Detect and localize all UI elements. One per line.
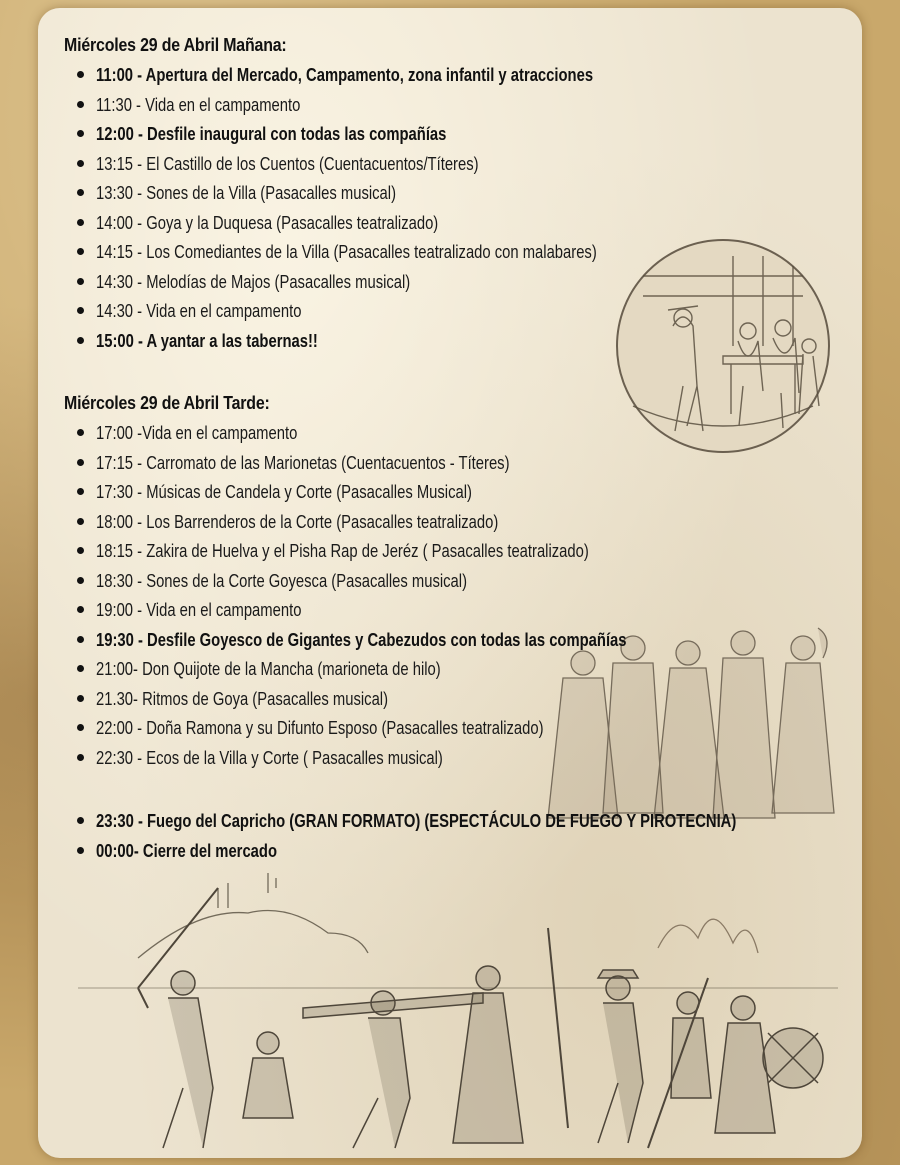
item-time: 21.30- (96, 687, 143, 709)
bullet-icon (77, 665, 84, 672)
bullet-icon (77, 307, 84, 314)
bullet-icon (77, 518, 84, 525)
list-item (38, 566, 759, 596)
afternoon-schedule-list (38, 418, 759, 772)
list-item (38, 90, 722, 120)
item-text: Vida en el campamento (146, 300, 302, 321)
item-time: 13:15 - (96, 152, 147, 174)
item-text: Vida en el campamento (145, 93, 301, 115)
bullet-icon (77, 219, 84, 226)
item-time: 12:00 - (96, 123, 148, 144)
bullet-icon (77, 636, 84, 643)
list-item (38, 595, 759, 625)
item-time: 19:00 - (96, 599, 147, 620)
list-item (38, 60, 722, 90)
list-item (38, 237, 722, 267)
item-time: 19:30 - (96, 628, 148, 650)
item-text: Vida en el campamento (142, 422, 298, 443)
item-text: Sones de la Villa (Pasacalles musical) (146, 182, 397, 203)
bullet-icon (77, 429, 84, 436)
item-text: Zakira de Huelva y el Pisha Rap de Jeréz ( Pasacalles teatralizado) (146, 540, 589, 561)
item-text: Carromato de las Marionetas (Cuentacuentos - Títeres) (146, 451, 510, 473)
item-time: 13:30 - (96, 182, 147, 203)
bullet-icon (77, 754, 84, 761)
item-time: 22:00 - (96, 717, 147, 738)
item-text: Desfile inaugural con todas las compañías (147, 123, 447, 144)
list-item (38, 507, 759, 537)
item-time: 17:30 - (96, 481, 147, 502)
item-text: Melodías de Majos (Pasacalles musical) (146, 270, 411, 292)
program-panel (38, 8, 862, 1158)
list-item (38, 536, 759, 566)
item-text: Cierre del mercado (142, 839, 277, 861)
list-item (38, 178, 722, 208)
night-schedule-list (38, 806, 862, 865)
morning-schedule-list (38, 60, 722, 355)
item-time: 14:30 - (96, 300, 147, 321)
item-time: 00:00- (96, 839, 143, 861)
list-item (38, 149, 722, 179)
bullet-icon (77, 695, 84, 702)
bullet-icon (77, 101, 84, 108)
list-item (38, 267, 722, 297)
bullet-icon (77, 189, 84, 196)
list-item (38, 743, 759, 773)
list-item (38, 806, 862, 836)
bullet-icon (77, 577, 84, 584)
item-text: Fuego del Capricho (GRAN FORMATO) (ESPECTÁCULO DE FUEGO Y PIROTECNIA) (147, 810, 737, 831)
item-time: 21:00- (96, 658, 143, 679)
bullet-icon (77, 248, 84, 255)
item-text: Ritmos de Goya (Pasacalles musical) (142, 687, 389, 709)
bullet-icon (77, 547, 84, 554)
item-time: 18:15 - (96, 540, 147, 561)
item-time: 18:30 - (96, 569, 147, 591)
item-text: Desfile Goyesco de Gigantes y Cabezudos con todas las compañías (147, 628, 627, 650)
item-text: Sones de la Corte Goyesca (Pasacalles musical) (146, 569, 468, 591)
bullet-icon (77, 606, 84, 613)
item-time: 22:30 - (96, 746, 147, 768)
item-text: Los Comediantes de la Villa (Pasacalles teatralizado con malabares) (146, 241, 597, 262)
list-item (38, 119, 722, 149)
bullet-icon (77, 724, 84, 731)
list-item (38, 477, 759, 507)
list-item (38, 625, 759, 655)
item-time: 17:00 - (96, 422, 143, 443)
item-time: 14:00 - (96, 211, 147, 233)
bullet-icon (77, 130, 84, 137)
bullet-icon (77, 488, 84, 495)
list-item (38, 654, 759, 684)
item-time: 23:30 - (96, 810, 148, 831)
item-text: Músicas de Candela y Corte (Pasacalles Musical) (146, 481, 472, 502)
item-time: 11:00 - (96, 64, 146, 85)
list-item (38, 326, 722, 356)
item-text: Los Barrenderos de la Corte (Pasacalles teatralizado) (146, 510, 499, 532)
afternoon-heading: Miércoles 29 de Abril Tarde: (64, 392, 270, 413)
bullet-icon (77, 71, 84, 78)
item-text: Don Quijote de la Mancha (marioneta de hilo) (142, 658, 441, 679)
bullet-icon (77, 278, 84, 285)
list-item (38, 208, 722, 238)
item-time: 14:30 - (96, 270, 147, 292)
bullet-icon (77, 160, 84, 167)
list-item (38, 418, 759, 448)
bullet-icon (77, 337, 84, 344)
bullet-icon (77, 817, 84, 824)
bullet-icon (77, 847, 84, 854)
list-item (38, 836, 862, 866)
item-text: Vida en el campamento (146, 599, 302, 620)
item-text: Apertura del Mercado, Campamento, zona infantil y atracciones (145, 64, 594, 85)
list-item (38, 684, 759, 714)
item-time: 17:15 - (96, 451, 147, 473)
item-time: 18:00 - (96, 510, 147, 532)
item-text: A yantar a las tabernas!! (146, 329, 318, 351)
engraving-battle-scene-icon (78, 868, 838, 1158)
item-text: Ecos de la Villa y Corte ( Pasacalles musical) (146, 746, 443, 768)
list-item (38, 448, 759, 478)
item-text: El Castillo de los Cuentos (Cuentacuentos/Títeres) (146, 152, 479, 174)
list-item (38, 296, 722, 326)
bullet-icon (77, 459, 84, 466)
item-text: Doña Ramona y su Difunto Esposo (Pasacalles teatralizado) (146, 717, 544, 738)
list-item (38, 713, 759, 743)
item-time: 11:30 - (96, 93, 146, 115)
item-text: Goya y la Duquesa (Pasacalles teatralizado) (146, 211, 439, 233)
morning-heading: Miércoles 29 de Abril Mañana: (64, 34, 287, 55)
item-time: 14:15 - (96, 241, 147, 262)
item-time: 15:00 - (96, 329, 147, 351)
